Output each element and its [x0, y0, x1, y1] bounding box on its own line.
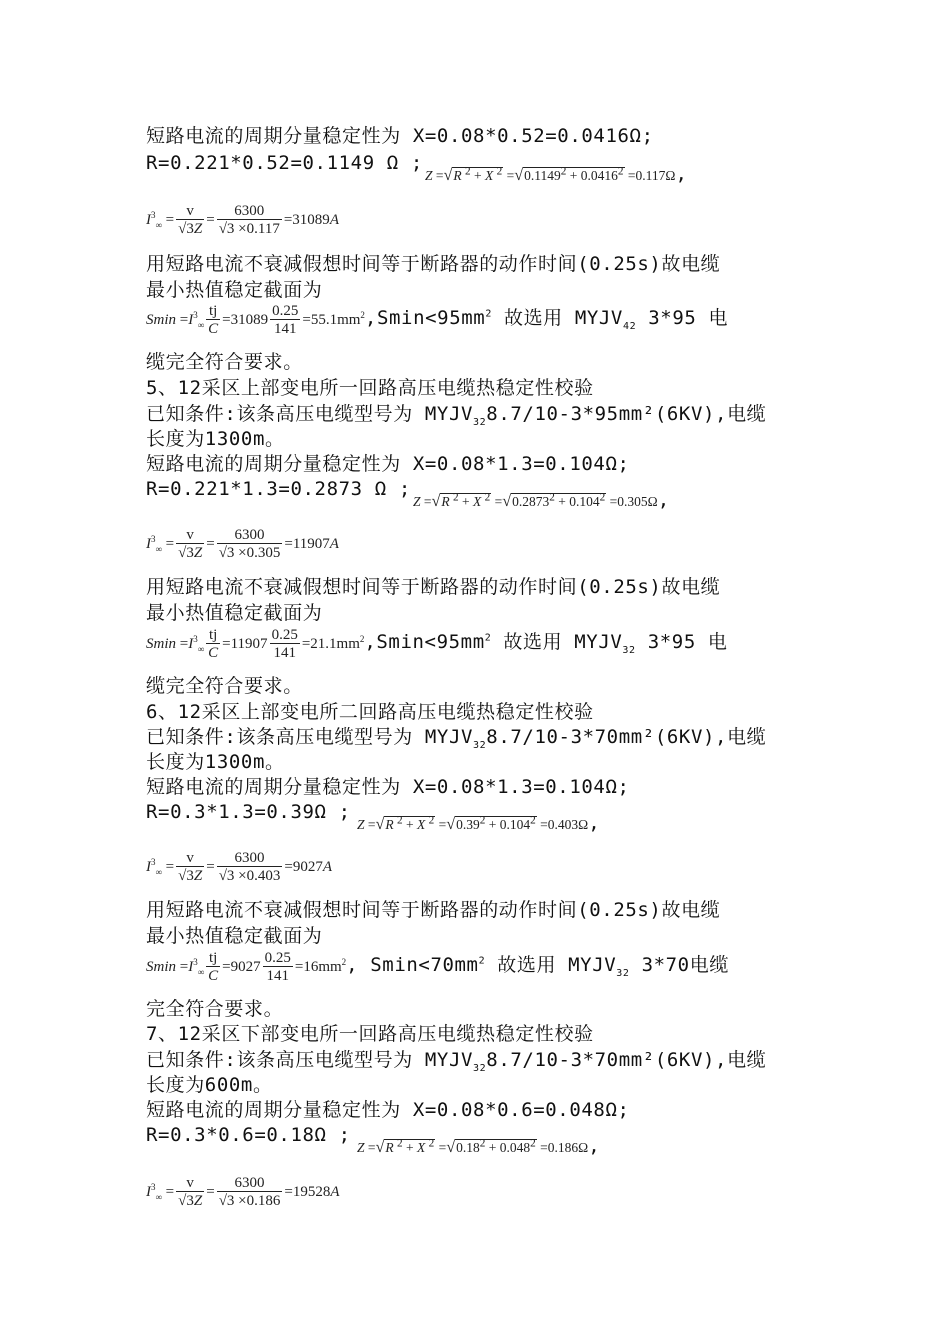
thermal-title-line: 最小热值稳定截面为: [146, 602, 323, 624]
known-condition-line: 已知条件:该条高压电缆型号为 $MYJV_{32}8.7/10-3*95mm^2(6KV)$,电缆: [146, 403, 767, 428]
short-circuit-x-line: 短路电流的周期分量稳定性为 X=0.08*1.3=0.104Ω;: [146, 453, 630, 475]
thermal-condition-line: 用短路电流不衰减假想时间等于断路器的动作时间(0.25s)故电缆: [146, 253, 721, 275]
section-title: 5、12采区上部变电所一回路高压电缆热稳定性校验: [146, 377, 594, 399]
short-circuit-current-formula: $I^3_\infty$ = $\frac{v}{√3Z}$ = $\frac{6300}{√3 \times 0.403}$ =9027A: [146, 850, 333, 884]
resistance-line: R=0.221*0.52=0.1149 Ω ;: [146, 152, 423, 174]
section-title: 7、12采区下部变电所一回路高压电缆热稳定性校验: [146, 1023, 594, 1045]
resistance-line: R=0.221*1.3=0.2873 Ω ;: [146, 478, 411, 500]
min-section-formula: $Smin =I^3_\infty$ $\frac{tj}{C}$ =9027 $\frac{0.25}{141}$ $=16mm^2$, $Smin<70mm^2$ 故选用 $MYJV_{32}$ 3*70电缆: [146, 950, 729, 985]
impedance-formula: Z =√R $^2$ + X $^2 =√0.2873^2 + 0.104^2 =0.305\Omega$,: [413, 489, 670, 511]
short-circuit-x-line: 短路电流的周期分量稳定性为 X=0.08*1.3=0.104Ω;: [146, 776, 630, 798]
short-circuit-x-line: 短路电流的周期分量稳定性为 X=0.08*0.52=0.0416Ω;: [146, 125, 654, 147]
short-circuit-current-formula: $I^3_\infty$ = $\frac{v}{√3Z}$ = $\frac{6300}{√3 \times 0.117}$ =31089A: [146, 203, 339, 237]
impedance-formula: Z =√R $^2$ + X $^2 =√0.1149^2 + 0.0416^2 =0.117\Omega$,: [425, 163, 688, 185]
min-section-formula: $Smin =I^3_\infty$ $\frac{tj}{C}$ =31089 $\frac{0.25}{141}$ $=55.1mm^2,Smin<95mm^2$ 故选用 $MYJV_{42}$ 3*95 电: [146, 303, 729, 338]
conclusion-line: 缆完全符合要求。: [146, 351, 303, 373]
section-title: 6、12采区上部变电所二回路高压电缆热稳定性校验: [146, 701, 594, 723]
conclusion-line: 缆完全符合要求。: [146, 675, 303, 697]
resistance-line: R=0.3*0.6=0.18Ω ;: [146, 1124, 351, 1146]
short-circuit-current-formula: $I^3_\infty$ = $\frac{v}{√3Z}$ = $\frac{6300}{√3 \times 0.305}$ =11907A: [146, 527, 339, 561]
impedance-formula: Z =√R $^2$ + X $^2 =√0.18^2 + 0.048^2 =0.186\Omega$,: [357, 1135, 601, 1157]
thermal-condition-line: 用短路电流不衰减假想时间等于断路器的动作时间(0.25s)故电缆: [146, 576, 721, 598]
conclusion-line: 完全符合要求。: [146, 998, 284, 1020]
min-section-formula: $Smin =I^3_\infty$ $\frac{tj}{C}$ =11907 $\frac{0.25}{141}$ $=21.1mm^2,Smin<95mm^2$ 故选用 $MYJV_{32}$ 3*95 电: [146, 627, 728, 662]
resistance-line: R=0.3*1.3=0.39Ω ;: [146, 801, 351, 823]
known-condition-line: 已知条件:该条高压电缆型号为 $MYJV_{32}8.7/10-3*70mm^2(6KV)$,电缆: [146, 726, 767, 751]
cable-length-line: 长度为1300m。: [146, 428, 285, 450]
thermal-title-line: 最小热值稳定截面为: [146, 279, 323, 301]
short-circuit-current-formula: $I^3_\infty$ = $\frac{v}{√3Z}$ = $\frac{6300}{√3 \times 0.186}$ =19528A: [146, 1175, 340, 1209]
thermal-condition-line: 用短路电流不衰减假想时间等于断路器的动作时间(0.25s)故电缆: [146, 899, 721, 921]
known-condition-line: 已知条件:该条高压电缆型号为 $MYJV_{32}8.7/10-3*70mm^2(6KV)$,电缆: [146, 1049, 767, 1074]
cable-length-line: 长度为1300m。: [146, 751, 285, 773]
short-circuit-x-line: 短路电流的周期分量稳定性为 X=0.08*0.6=0.048Ω;: [146, 1099, 630, 1121]
cable-length-line: 长度为600m。: [146, 1074, 273, 1096]
thermal-title-line: 最小热值稳定截面为: [146, 925, 323, 947]
impedance-formula: Z =√R $^2$ + X $^2 =√0.39^2 + 0.104^2 =0.403\Omega$,: [357, 812, 601, 834]
